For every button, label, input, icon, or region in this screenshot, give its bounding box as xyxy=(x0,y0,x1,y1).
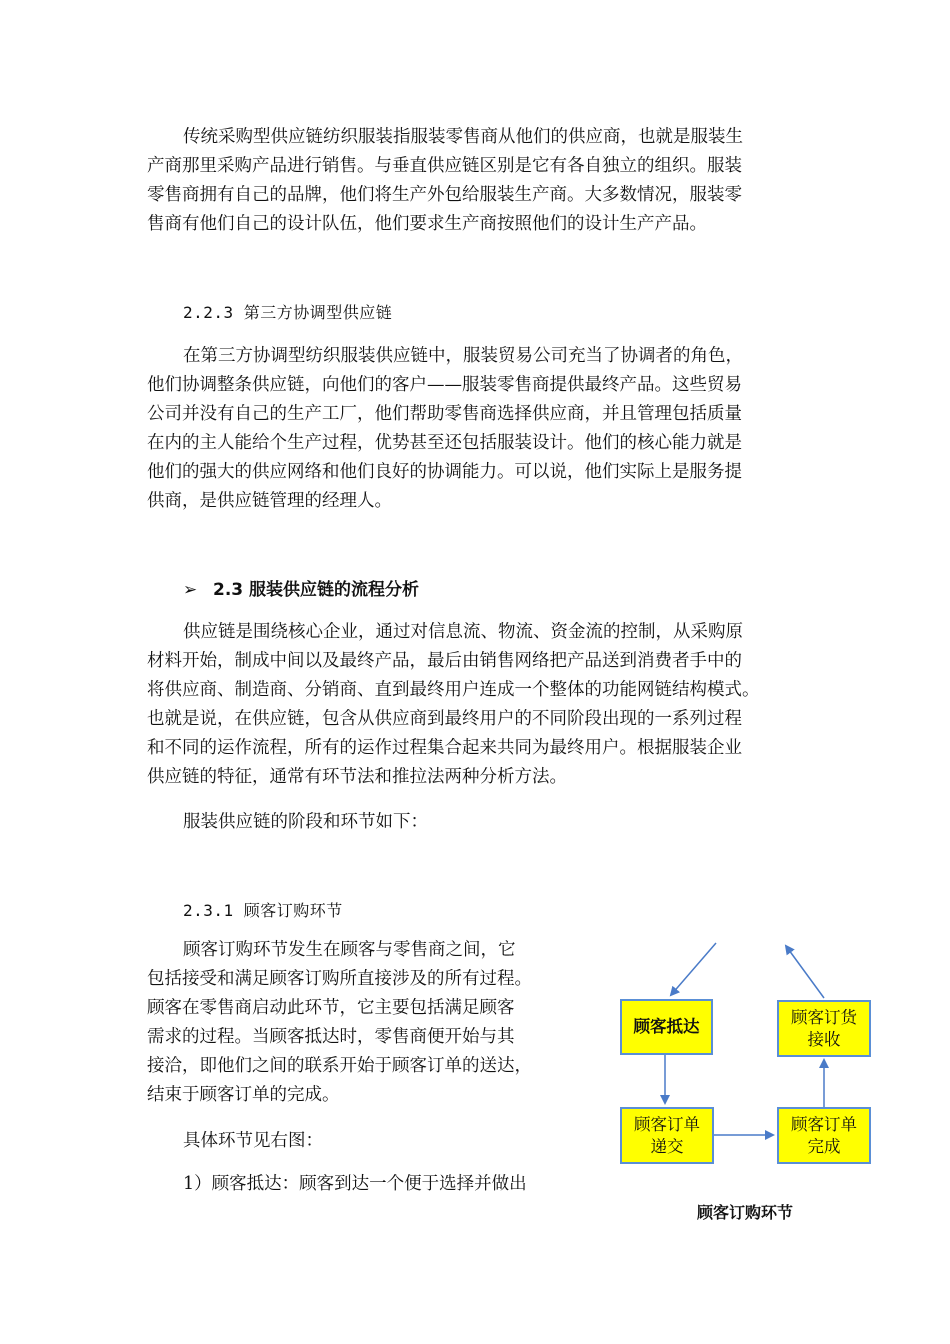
text-line: 产商那里采购产品进行销售。与垂直供应链区别是它有各自独立的组织。服装 xyxy=(147,156,742,176)
box-order-submit-label: 顾客订单递交 xyxy=(634,1114,700,1156)
text-line: 接洽，即他们之间的联系开始于顾客订单的送达， xyxy=(147,1056,532,1076)
heading-2-3 xyxy=(183,575,419,600)
text-line: 需求的过程。当顾客抵达时，零售商便开始与其 xyxy=(147,1027,515,1047)
arrow-bullet-icon: ➢ xyxy=(183,580,198,600)
text-line: 将供应商、制造商、分销商、直到最终用户连成一个整体的功能网链结构模式。 xyxy=(147,680,760,700)
text-line: 也就是说，在供应链，包含从供应商到最终用户的不同阶段出现的一系列过程 xyxy=(147,709,742,729)
paragraph-see-figure: 具体环节见右图： xyxy=(183,1131,323,1151)
paragraph-supply-chain-definition xyxy=(147,618,807,792)
heading-2-2-3: 2.2.3 第三方协调型供应链 xyxy=(183,303,393,322)
text-line: 公司并没有自己的生产工厂，他们帮助零售商选择供应商，并且管理包括质量 xyxy=(147,404,742,424)
paragraph-customer-arrival: 1）顾客抵达：顾客到达一个便于选择并做出 xyxy=(183,1174,527,1194)
text-line: 他们协调整条供应链，向他们的客户——服装零售商提供最终产品。这些贸易 xyxy=(147,375,742,395)
text-line: 零售商拥有自己的品牌，他们将生产外包给服装生产商。大多数情况，服装零 xyxy=(147,185,742,205)
paragraph-customer-order-cycle xyxy=(147,936,557,1110)
arrow-into-arrive xyxy=(671,943,716,995)
text-line: 顾客订购环节发生在顾客与零售商之间，它 xyxy=(183,940,516,960)
text-line: 售商有他们自己的设计队伍，他们要求生产商按照他们的设计生产产品。 xyxy=(147,214,707,234)
paragraph-stages-intro: 服装供应链的阶段和环节如下： xyxy=(183,812,428,832)
box-customer-arrive-label: 顾客抵达 xyxy=(633,1017,700,1036)
heading-2-3-text: 2.3 服装供应链的流程分析 xyxy=(213,580,420,600)
box-order-submit xyxy=(620,1107,714,1164)
text-line: 在内的主人能给个生产过程，优势甚至还包括服装设计。他们的核心能力就是 xyxy=(147,433,742,453)
text-line: 他们的强大的供应网络和他们良好的协调能力。可以说，他们实际上是服务提 xyxy=(147,462,742,482)
text-line: 供商，是供应链管理的经理人。 xyxy=(147,491,392,511)
diagram-caption: 顾客订购环节 xyxy=(697,1203,794,1222)
text-line: 结束于顾客订单的完成。 xyxy=(147,1085,340,1105)
text-line: 供应链的特征，通常有环节法和推拉法两种分析方法。 xyxy=(147,767,567,787)
text-line: 和不同的运作流程，所有的运作过程集合起来共同为最终用户。根据服装企业 xyxy=(147,738,742,758)
box-customer-receive xyxy=(777,1000,871,1057)
text-line: 在第三方协调型纺织服装供应链中，服装贸易公司充当了协调者的角色， xyxy=(183,346,743,366)
text-line: 材料开始，制成中间以及最终产品，最后由销售网络把产品送到消费者手中的 xyxy=(147,651,742,671)
box-order-complete xyxy=(777,1107,871,1164)
text-line: 传统采购型供应链纺织服装指服装零售商从他们的供应商，也就是服装生 xyxy=(183,127,743,147)
box-customer-arrive xyxy=(620,999,713,1055)
paragraph-third-party-supply-chain xyxy=(147,342,807,516)
text-line: 包括接受和满足顾客订购所直接涉及的所有过程。 xyxy=(147,969,532,989)
box-customer-receive-label: 顾客订货接收 xyxy=(791,1007,857,1049)
paragraph-traditional-supply-chain xyxy=(147,123,807,239)
arrow-out-of-receive xyxy=(786,946,824,998)
heading-2-3-1: 2.3.1 顾客订购环节 xyxy=(183,901,343,920)
text-line: 供应链是围绕核心企业，通过对信息流、物流、资金流的控制，从采购原 xyxy=(183,622,743,642)
box-order-complete-label: 顾客订单完成 xyxy=(791,1114,857,1156)
text-line: 顾客在零售商启动此环节，它主要包括满足顾客 xyxy=(147,998,515,1018)
